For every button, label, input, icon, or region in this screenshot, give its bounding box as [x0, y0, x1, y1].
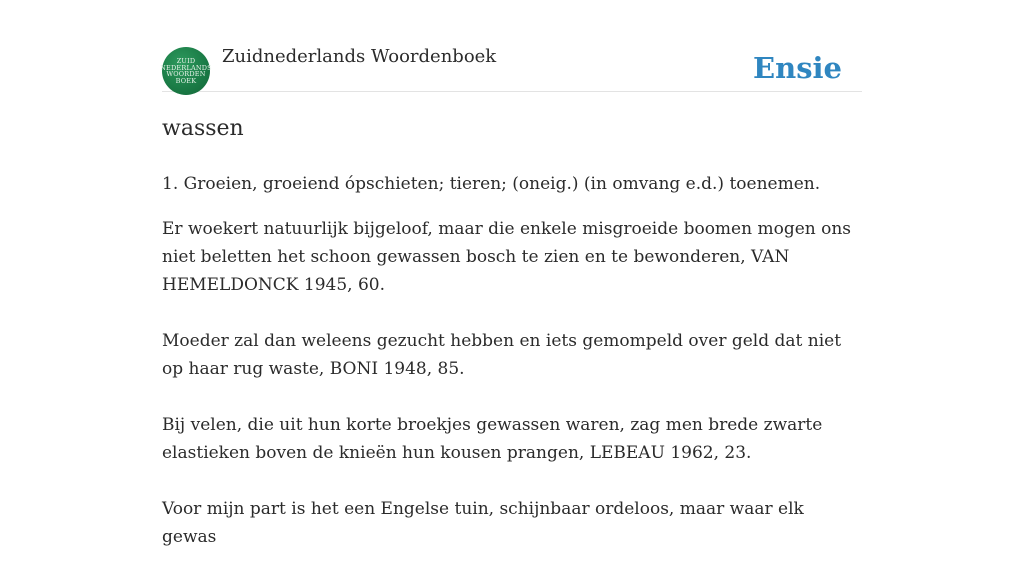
example-quote: Voor mijn part is het een Engelse tuin, schijnbaar ordeloos, maar waar elk gewas [162, 499, 804, 547]
ensie-brand-link[interactable]: Ensie [753, 51, 842, 85]
example-quote: Er woekert natuurlijk bijgeloof, maar die enkele misgroeide boomen mogen ons niet beletten het schoon gewassen bosch te zien en te bewonderen, VAN HEMELDONCK 1945, 60. [162, 219, 852, 295]
entry-definition: 1. Groeien, groeiend ópschieten; tieren; (oneig.) (in omvang e.d.) toenemen. [162, 174, 821, 194]
example-list [162, 215, 862, 579]
logo-line: BOEK [175, 76, 197, 85]
logo-line: NEDERLANDS [160, 63, 212, 72]
page [160, 0, 862, 547]
example-quote: Bij velen, die uit hun korte broekjes gewassen waren, zag men brede zwarte elastieken boven de knieën hun kousen prangen, LEBEAU 1962, 23. [162, 415, 823, 463]
entry-headword: wassen [162, 116, 244, 141]
logo-line: ZUID [176, 57, 196, 65]
site-header [162, 0, 862, 92]
example-quote: Moeder zal dan weleens gezucht hebben en iets gemompeld over geld dat niet op haar rug waste, BONI 1948, 85. [162, 331, 842, 379]
logo-line: WOORDEN [166, 70, 206, 78]
dictionary-logo[interactable] [162, 47, 210, 95]
site-title-link[interactable]: Zuidnederlands Woordenboek [222, 46, 497, 67]
